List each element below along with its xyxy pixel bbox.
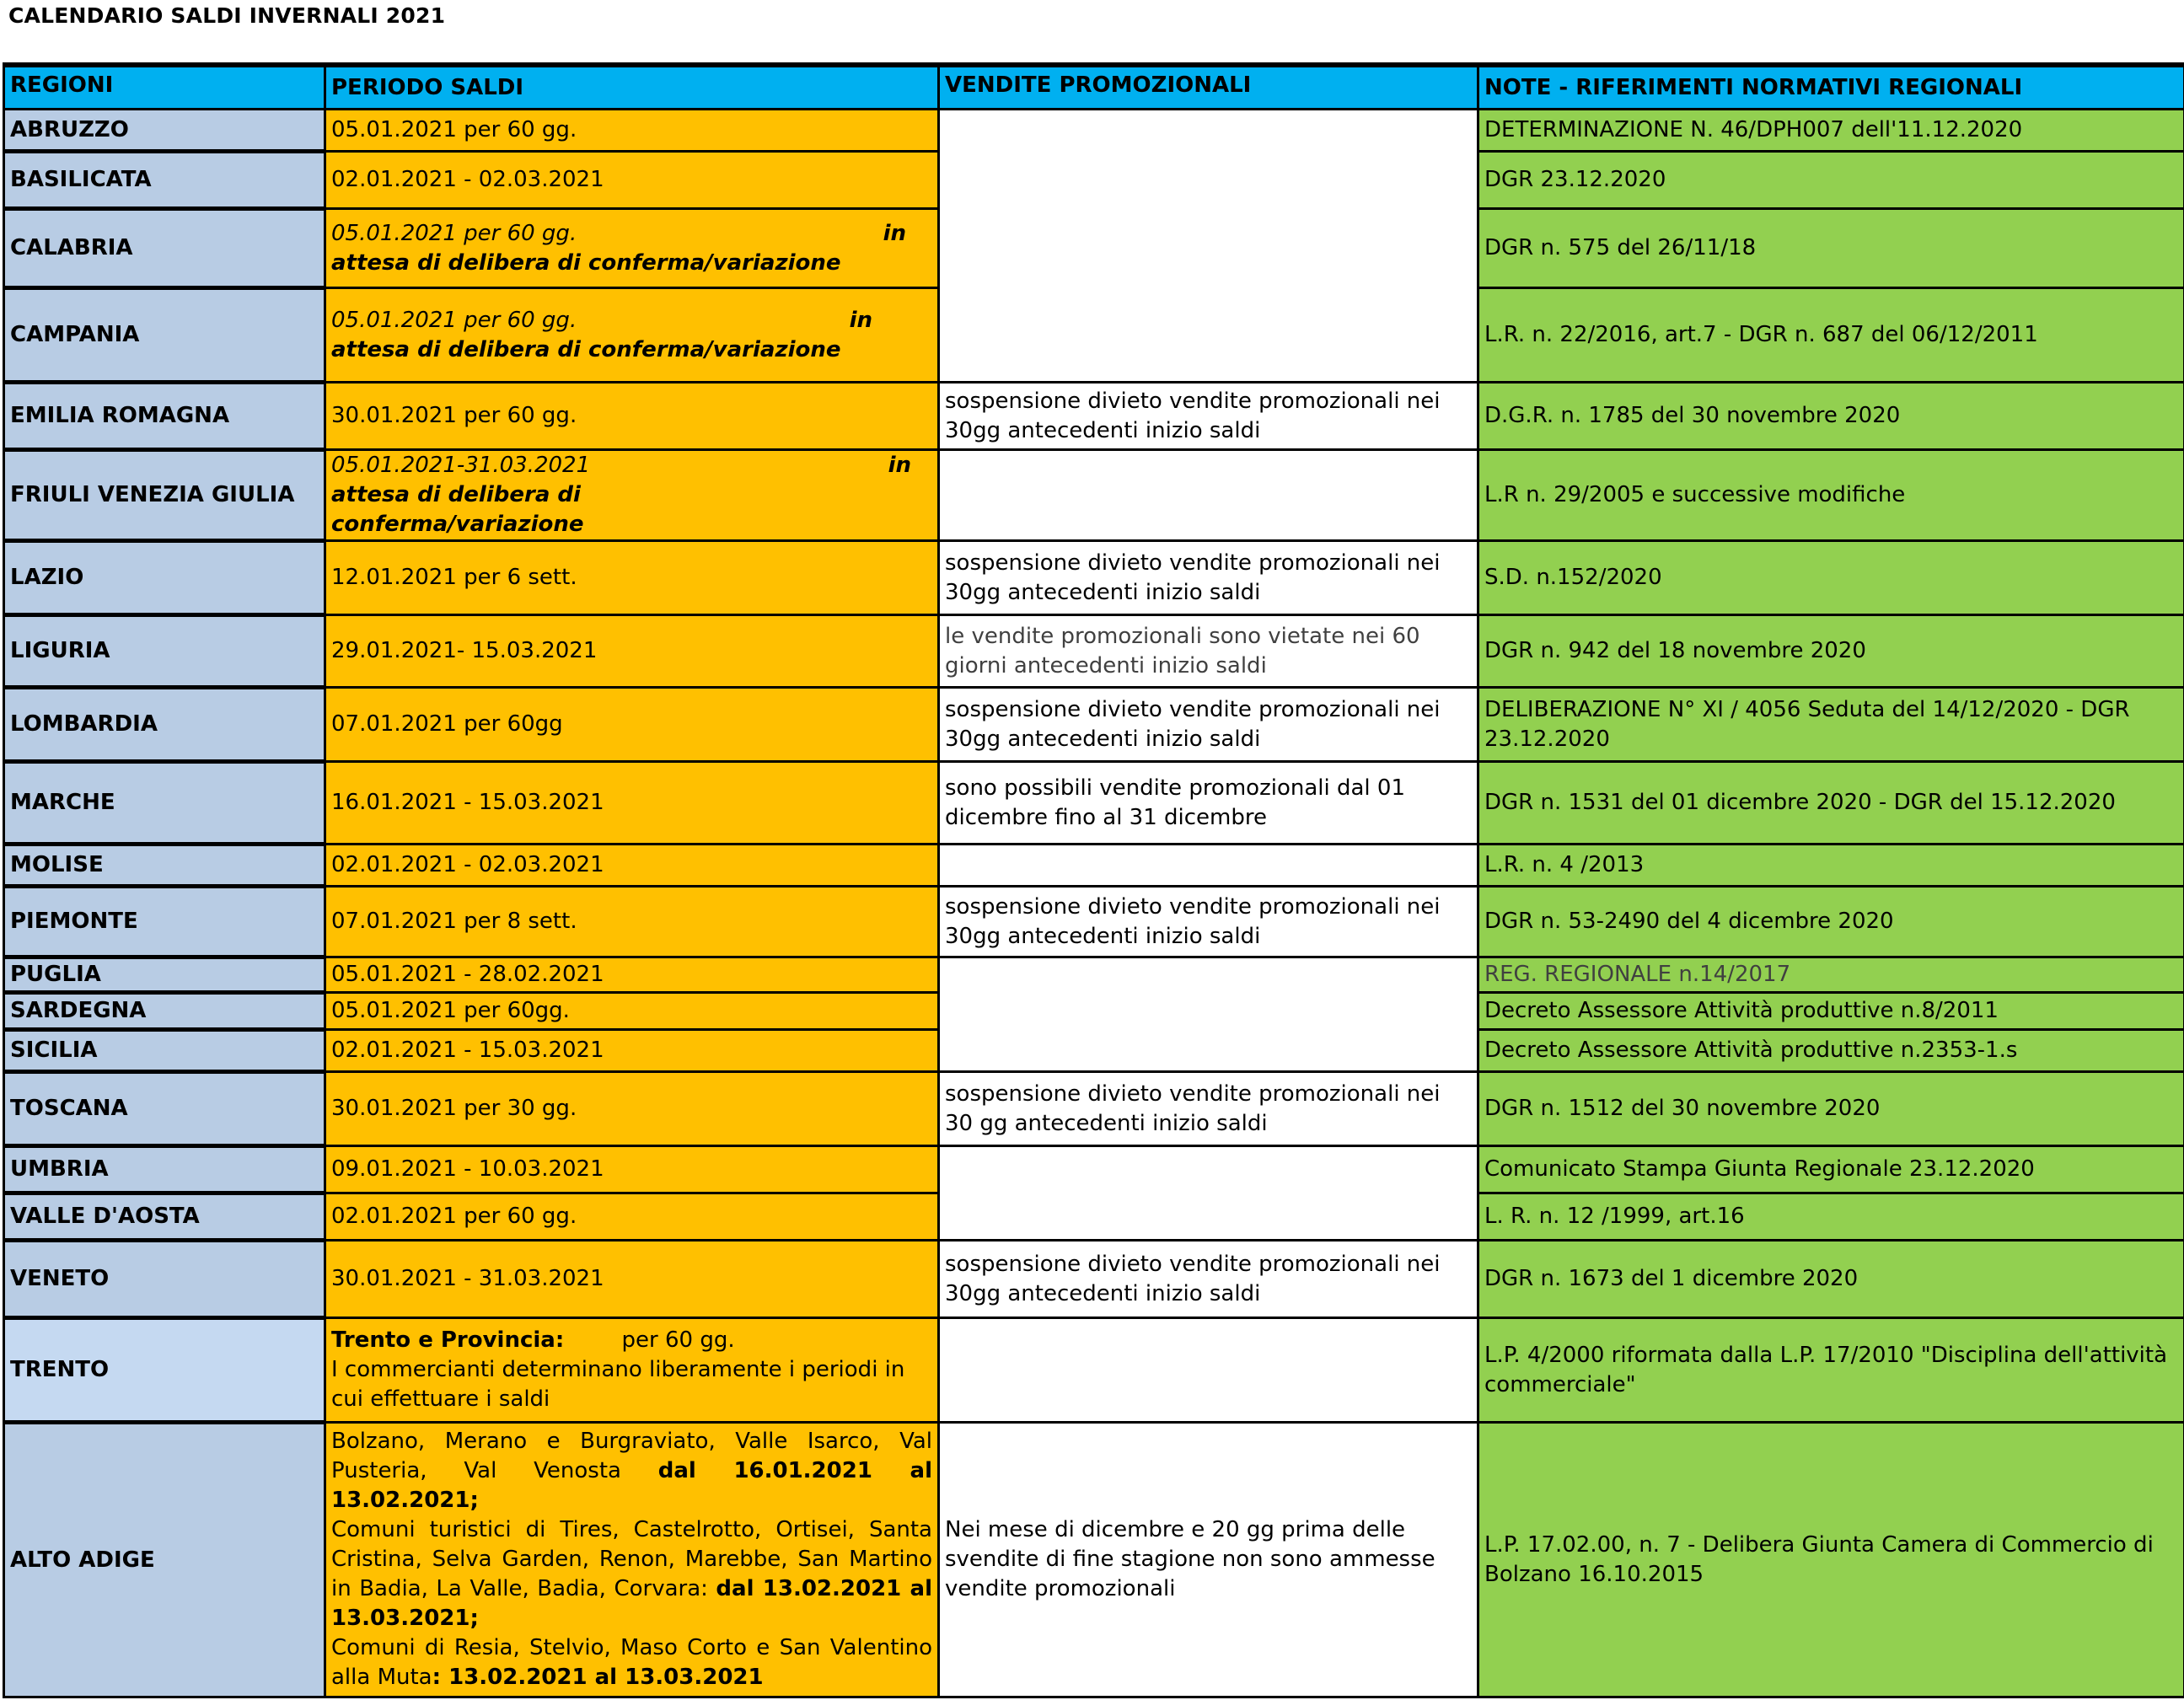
- period-group-2: [331, 1515, 932, 1633]
- note-cell: L.P. 4/2000 riformata dalla L.P. 17/2010 "Disciplina dell'attività commerciale": [1478, 1318, 2184, 1423]
- table-row: [4, 541, 2184, 615]
- region-cell: SARDEGNA: [4, 993, 325, 1030]
- note-cell: DELIBERAZIONE N° XI / 4056 Seduta del 14/12/2020 - DGR 23.12.2020: [1478, 688, 2184, 762]
- note-cell: DGR n. 1512 del 30 novembre 2020: [1478, 1072, 2184, 1146]
- note-cell: S.D. n.152/2020: [1478, 541, 2184, 615]
- region-cell: MARCHE: [4, 762, 325, 845]
- promo-cell: sospensione divieto vendite promozionali nei 30gg antecedenti inizio saldi: [939, 541, 1478, 615]
- promo-cell-empty: [939, 1146, 1478, 1241]
- region-cell: LAZIO: [4, 541, 325, 615]
- table-row: [4, 615, 2184, 688]
- table-row: [4, 845, 2184, 887]
- note-cell: Decreto Assessore Attività produttive n.2353-1.s: [1478, 1030, 2184, 1072]
- col-header-vendite: VENDITE PROMOZIONALI: [939, 65, 1478, 110]
- period-in: in: [849, 307, 872, 333]
- period-date: 05.01.2021 per 60 gg.: [331, 307, 577, 333]
- period-cell: 12.01.2021 per 6 sett.: [325, 541, 939, 615]
- promo-cell: Nei mese di dicembre e 20 gg prima delle svendite di fine stagione non sono ammesse vendite promozionali: [939, 1423, 1478, 1697]
- period-group-1-dates: dal 16.01.2021 al 13.02.2021;: [331, 1458, 932, 1513]
- region-cell: PIEMONTE: [4, 887, 325, 957]
- region-cell: MOLISE: [4, 845, 325, 887]
- period-duration: per 60 gg.: [621, 1327, 735, 1353]
- period-group-2-dates: dal 13.02.2021 al 13.03.2021;: [331, 1576, 932, 1631]
- note-cell: L.P. 17.02.00, n. 7 - Delibera Giunta Camera di Commercio di Bolzano 16.10.2015: [1478, 1423, 2184, 1697]
- promo-cell: le vendite promozionali sono vietate nei 60 giorni antecedenti inizio saldi: [939, 615, 1478, 688]
- table-row: [4, 1072, 2184, 1146]
- table-row: [4, 450, 2184, 541]
- period-cell: 02.01.2021 - 02.03.2021: [325, 152, 939, 209]
- promo-cell: sono possibili vendite promozionali dal 01 dicembre fino al 31 dicembre: [939, 762, 1478, 845]
- region-cell: PUGLIA: [4, 957, 325, 993]
- period-in: in: [888, 453, 911, 478]
- table-row: [4, 688, 2184, 762]
- col-header-periodo: PERIODO SALDI: [325, 65, 939, 110]
- note-cell: DGR 23.12.2020: [1478, 152, 2184, 209]
- note-cell: REG. REGIONALE n.14/2017: [1478, 957, 2184, 993]
- promo-cell-empty: [939, 450, 1478, 541]
- table-row: [4, 1318, 2184, 1423]
- period-cell: 30.01.2021 per 60 gg.: [325, 383, 939, 450]
- sales-calendar-table: [3, 62, 2184, 1698]
- region-cell: LOMBARDIA: [4, 688, 325, 762]
- region-cell: ABRUZZO: [4, 110, 325, 152]
- period-cell: [325, 1423, 939, 1697]
- region-cell: SICILIA: [4, 1030, 325, 1072]
- table-row: [4, 887, 2184, 957]
- region-cell: EMILIA ROMAGNA: [4, 383, 325, 450]
- region-cell: BASILICATA: [4, 152, 325, 209]
- period-cell: 05.01.2021 per 60gg.: [325, 993, 939, 1030]
- period-group-3-dates: : 13.02.2021 al 13.03.2021: [432, 1665, 764, 1690]
- region-cell: FRIULI VENEZIA GIULIA: [4, 450, 325, 541]
- period-cell: 07.01.2021 per 8 sett.: [325, 887, 939, 957]
- note-cell: DGR n. 1673 del 1 dicembre 2020: [1478, 1241, 2184, 1318]
- table-row: [4, 110, 2184, 152]
- period-cell: 05.01.2021 - 28.02.2021: [325, 957, 939, 993]
- note-cell: DGR n. 575 del 26/11/18: [1478, 209, 2184, 288]
- period-in: in: [883, 220, 906, 246]
- period-group-1: [331, 1427, 932, 1515]
- period-cell: [325, 288, 939, 383]
- promo-cell: sospensione divieto vendite promozionali nei 30gg antecedenti inizio saldi: [939, 383, 1478, 450]
- period-cell: [325, 209, 939, 288]
- period-cell: 02.01.2021 - 15.03.2021: [325, 1030, 939, 1072]
- promo-cell-empty: [939, 1318, 1478, 1423]
- period-cell: 07.01.2021 per 60gg: [325, 688, 939, 762]
- region-cell: UMBRIA: [4, 1146, 325, 1193]
- region-cell: TOSCANA: [4, 1072, 325, 1146]
- promo-cell-empty: [939, 957, 1478, 1072]
- table-row: [4, 762, 2184, 845]
- period-status: attesa di delibera di conferma/variazione: [331, 249, 841, 276]
- period-cell: 02.01.2021 - 02.03.2021: [325, 845, 939, 887]
- period-group-2-text: Comuni turistici di Tires, Castelrotto, Ortisei, Santa Cristina, Selva Garden, Renon, Marebbe, San Martino in Badia, La Valle, Badia, Corvara:: [331, 1517, 932, 1601]
- region-cell: ALTO ADIGE: [4, 1423, 325, 1697]
- period-date: 05.01.2021-31.03.2021: [331, 453, 591, 478]
- region-cell: VENETO: [4, 1241, 325, 1318]
- period-status: attesa di delibera di conferma/variazione: [331, 336, 841, 362]
- table-row: [4, 383, 2184, 450]
- table-row: [4, 957, 2184, 993]
- page-title: CALENDARIO SALDI INVERNALI 2021: [8, 3, 446, 28]
- period-group-1-text: Bolzano, Merano e Burgraviato, Valle Isarco, Val Pusteria, Val Venosta: [331, 1429, 932, 1483]
- col-header-regioni: REGIONI: [4, 65, 325, 110]
- table-row: [4, 1423, 2184, 1697]
- region-cell: LIGURIA: [4, 615, 325, 688]
- period-cell: 29.01.2021- 15.03.2021: [325, 615, 939, 688]
- region-cell: CALABRIA: [4, 209, 325, 288]
- region-cell: CAMPANIA: [4, 288, 325, 383]
- note-cell: DGR n. 942 del 18 novembre 2020: [1478, 615, 2184, 688]
- note-cell: L. R. n. 12 /1999, art.16: [1478, 1193, 2184, 1241]
- note-cell: L.R. n. 22/2016, art.7 - DGR n. 687 del 06/12/2011: [1478, 288, 2184, 383]
- header-row: [4, 65, 2184, 110]
- col-header-note: NOTE - RIFERIMENTI NORMATIVI REGIONALI: [1478, 65, 2184, 110]
- period-label: Trento e Provincia:: [331, 1327, 565, 1353]
- promo-cell: sospensione divieto vendite promozionali nei 30gg antecedenti inizio saldi: [939, 1241, 1478, 1318]
- table-row: [4, 1241, 2184, 1318]
- note-cell: L.R. n. 4 /2013: [1478, 845, 2184, 887]
- region-cell: VALLE D'AOSTA: [4, 1193, 325, 1241]
- note-cell: DGR n. 1531 del 01 dicembre 2020 - DGR del 15.12.2020: [1478, 762, 2184, 845]
- region-cell: TRENTO: [4, 1318, 325, 1423]
- note-cell: DETERMINAZIONE N. 46/DPH007 dell'11.12.2020: [1478, 110, 2184, 152]
- note-cell: Comunicato Stampa Giunta Regionale 23.12.2020: [1478, 1146, 2184, 1193]
- promo-cell-empty: [939, 845, 1478, 887]
- period-description: I commercianti determinano liberamente i periodi in cui effettuare i saldi: [331, 1357, 905, 1412]
- note-cell: L.R n. 29/2005 e successive modifiche: [1478, 450, 2184, 541]
- period-group-3-text: Comuni di Resia, Stelvio, Maso Corto e San Valentino alla Muta: [331, 1635, 932, 1690]
- period-cell: 30.01.2021 per 30 gg.: [325, 1072, 939, 1146]
- promo-cell-empty: [939, 110, 1478, 383]
- period-cell: 30.01.2021 - 31.03.2021: [325, 1241, 939, 1318]
- period-cell: 02.01.2021 per 60 gg.: [325, 1193, 939, 1241]
- table-row: [4, 1146, 2184, 1193]
- note-cell: Decreto Assessore Attività produttive n.8/2011: [1478, 993, 2184, 1030]
- promo-cell: sospensione divieto vendite promozionali nei 30 gg antecedenti inizio saldi: [939, 1072, 1478, 1146]
- period-status-2: conferma/variazione: [331, 512, 584, 537]
- note-cell: D.G.R. n. 1785 del 30 novembre 2020: [1478, 383, 2184, 450]
- promo-cell: sospensione divieto vendite promozionali nei 30gg antecedenti inizio saldi: [939, 887, 1478, 957]
- period-cell: [325, 450, 939, 541]
- period-status-1: attesa di delibera di: [331, 482, 581, 507]
- period-date: 05.01.2021 per 60 gg.: [331, 220, 577, 246]
- period-cell: 09.01.2021 - 10.03.2021: [325, 1146, 939, 1193]
- period-group-3: [331, 1633, 932, 1692]
- promo-cell: sospensione divieto vendite promozionali nei 30gg antecedenti inizio saldi: [939, 688, 1478, 762]
- period-cell: [325, 1318, 939, 1423]
- period-cell: 05.01.2021 per 60 gg.: [325, 110, 939, 152]
- period-cell: 16.01.2021 - 15.03.2021: [325, 762, 939, 845]
- note-cell: DGR n. 53-2490 del 4 dicembre 2020: [1478, 887, 2184, 957]
